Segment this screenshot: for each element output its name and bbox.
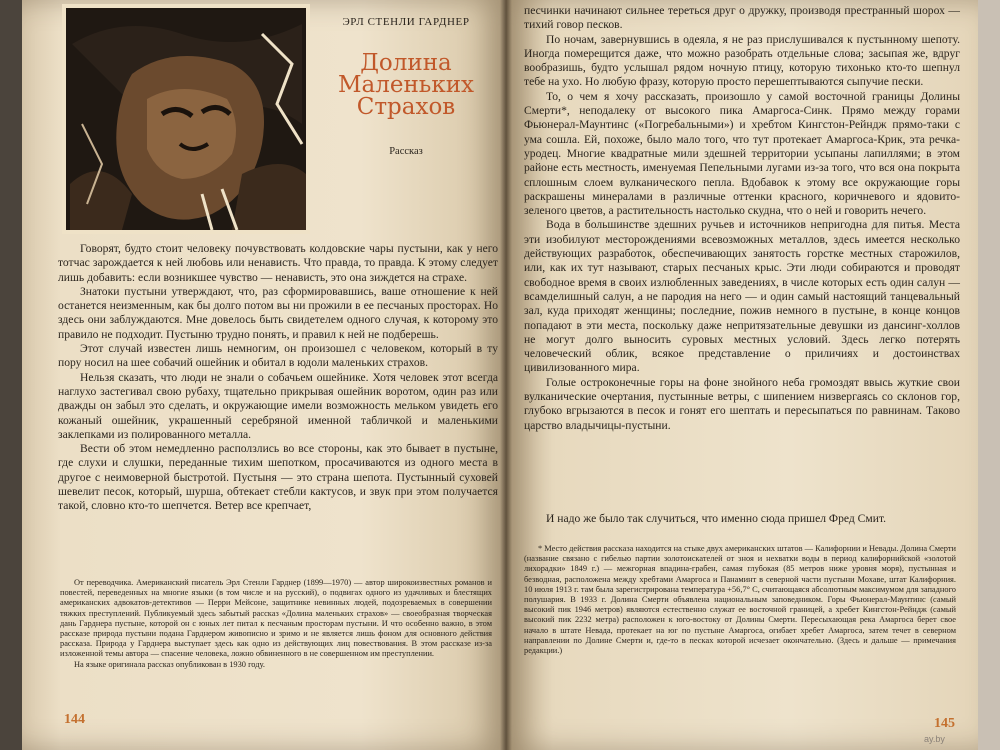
illustration-portrait	[62, 4, 310, 234]
paragraph: Вести об этом немедленно расползлись во все стороны, как это бывает в пустыне, где слухи и слушки, переданные тихим шепотком, просачиваются из одного места в другое с неимоверной быстротой. Пустыня — это страна шепота. Пустынный суховей шевелит песок, который, шурша, обтекает стебли кактусов, и звук при этом получается такой, словно кто-то шепчется. Ветер все крепчает,	[58, 442, 498, 513]
footnote-paragraph: От переводчика. Американский писатель Эрл Стенли Гарднер (1899—1970) — автор широкоизвестных романов и повестей, переведенных на многие языки (в том числе и на русский), о подвигах одного из удачливых и блестящих американских адвокатов-детективов — Перри Мейсоне, защитнике невинных людей, подозреваемых в совершении тяжких преступлений. Публикуемый здесь забытый рассказ «Долина маленьких страхов» — своеобразная творческая дань Гарднера пустыне, которой он с юных лет питал к песчаным просторам пустыни. И что особенно важно, в этом рассказе природа пустыни подана Гарднером живописно и зримо и не является лишь фоном для основного действия рассказа. Природа у Гарднера выступает здесь как одно из действующих лиц повествования. В этом рассказе из-за изложенной темы автора — спасение человека, ложно обвиненного в не совершенном им преступлении.	[60, 578, 492, 659]
background-right	[978, 0, 1000, 750]
paragraph: Голые остроконечные горы на фоне знойного неба громоздят ввысь жуткие свои вулканические очертания, пустынные ветры, с шипением низвергаясь со склонов гор, глубоко вгрызаются в песок и гонят его шептать и пересыпаться по равнинам. Таково царство владычицы-пустыни.	[524, 375, 960, 432]
title-line: Долина	[360, 50, 452, 76]
page-number-right: 145	[934, 716, 955, 731]
footnote-paragraph: * Место действия рассказа находится на стыке двух американских штатов — Калифорнии и Невады. Долина Смерти (название связано с гибелью партии золотоискателей от зноя и нехватки воды в период калифорнийской «золотой лихорадки» 1849 г.) — межгорная впадина-грабен, самая глубокая (85 метров ниже уровня моря), пустынная и безводная, расположена между хребтами Амаргоса и Панаминт в северной части пустыни Мохаве, штат Калифорния. 10 июля 1913 г. там была зарегистрирована температура +56,7° С, считающаяся абсолютным максимумом для западного полушария. В 1933 г. Долина Смерти объявлена национальным заповедником. Горы Фьюнерал-Маунтинс (самый высокий пик 1946 метров) являются естественно служат ее восточной границей, а хребет Кингстон-Рейндж (самый высокий пик 2232 метра) расположен к юго-востоку от Долины Смерти. Пересыхающая река Амаргоса берет свое начало в штате Невада, протекает на юг по пустыне Амаргоса, огибает хребет Амаргоса, затем течет в северном направлении по Долине Смерти и, где-то в песках которой исчезает окончательно. (Здесь и дальше — примечания редакции.)	[524, 544, 956, 656]
title-line: Страхов	[356, 94, 456, 120]
paragraph: По ночам, завернувшись в одеяла, я не раз прислушивался к пустынному шепоту. Иногда померещится даже, что можно разобрать отдельные слова; засыпая же, вдруг вообразишь, будто услышал рядом ночную птицу, которую тихонько кто-то шепнул тебе на ухо. Но любую фразу, которую просто перешептываются сыпучие пески.	[524, 32, 960, 89]
site-watermark: ay.by	[924, 734, 945, 744]
footnote-paragraph: На языке оригинала рассказ опубликован в 1930 году.	[74, 659, 265, 669]
paragraph: Вода в большинстве здешних ручьев и источников непригодна для питья. Места эти изобилуют месторождениями всевозможных металлов, здесь имеется несколько действующих разработок, обеспечивающих занятость горстке местных старожилов, или, как их тут называют, старых песчаных крыс. Эти люди собираются и проводят свободное время в своих излюбленных заведениях, в числе которых есть один салун — всамделишный салун, а не пародия на него — и один самый настоящий танцевальный зал, куда приходят женщины; последние, пожив немного в пустыне, в конце концов попадают в эти места, поскольку даже непритязательные девушки из дансинг-холлов не могут долго выносить суровых местных условий. Здесь легко потерять человеческий облик, всякое представление о приличиях и достоинствах цивилизованного мира.	[524, 218, 960, 375]
page-number-left: 144	[64, 712, 85, 727]
paragraph: Говорят, будто стоит человеку почувствовать колдовские чары пустыни, как у него тотчас зарождается к ней любовь или ненависть. Что правда, то правда. К этому следует лишь добавить: если возникшее чувство — ненависть, это она зиждется на страхе.	[58, 242, 498, 284]
story-title	[322, 52, 490, 118]
editor-footnote	[524, 544, 956, 656]
paragraph: Этот случай известен лишь немногим, он произошел с человеком, который в ту пору носил на шее собачий ошейник и обитал в юдоли маленьких страхов.	[58, 342, 498, 370]
story-illustration	[62, 4, 310, 234]
right-body-text	[524, 4, 960, 433]
left-body-text	[58, 242, 498, 514]
author-name: ЭРЛ СТЕНЛИ ГАРДНЕР	[342, 16, 470, 28]
background-left	[0, 0, 22, 750]
translator-note	[60, 578, 492, 670]
paragraph: Нельзя сказать, что люди не знали о собачьем ошейнике. Хотя человек этот всегда наглухо застегивал свою рубаху, тщательно прикрывая ошейник воротом, один раз или дважды он забыл это сделать, и окружающие имели возможность мельком увидеть его кожаный ошейник, украшенный серебряной именной табличкой и маленькими заклепками из полированного металла.	[58, 370, 498, 441]
paragraph: Знатоки пустыни утверждают, что, раз сформировавшись, ваше отношение к ней останется неизменным, как бы долго потом вы ни прожили в ее песчаных просторах. Но здесь они заблуждаются. Мне довелось быть свидетелем одного случая, к которому это правило не подходит. Пустыню трудно понять, и правил к ней не подберешь.	[58, 284, 498, 341]
paragraph: И надо же было так случиться, что именно сюда пришел Фред Смит.	[546, 512, 887, 525]
paragraph: То, о чем я хочу рассказать, произошло у самой восточной границы Долины Смерти*, неподалеку от высокого пика Амаргоса-Синк. Прямо между горами Фьюнерал-Маунтинс («Погребальными») и хребтом Кингстон-Рейндж прямо-таки с ума сошла. Ей, похоже, было мало того, что тут протекает Амаргоса-Крик, эта речка-уродец. Многие квадратные мили здешней территории усыпаны лапиллями; в этом районе есть местность, именуемая Пепельными лугами из-за того, что вся она покрыта сплошным слоем вулканического пепла. Вдобавок к этому все окружающие горы раскрашены минералами в различные оттенки красного, коричневого и ядовито-зеленого цветов, а растительность настолько скудна, что о ней и говорить нечего.	[524, 89, 960, 218]
book-gutter	[500, 0, 512, 750]
genre-label: Рассказ	[389, 146, 423, 157]
paragraph: песчинки начинают сильнее тереться друг о дружку, производя престранный шорох — тихий говор песков.	[524, 4, 960, 32]
title-line: Маленьких	[337, 72, 474, 98]
closing-text	[524, 512, 960, 526]
